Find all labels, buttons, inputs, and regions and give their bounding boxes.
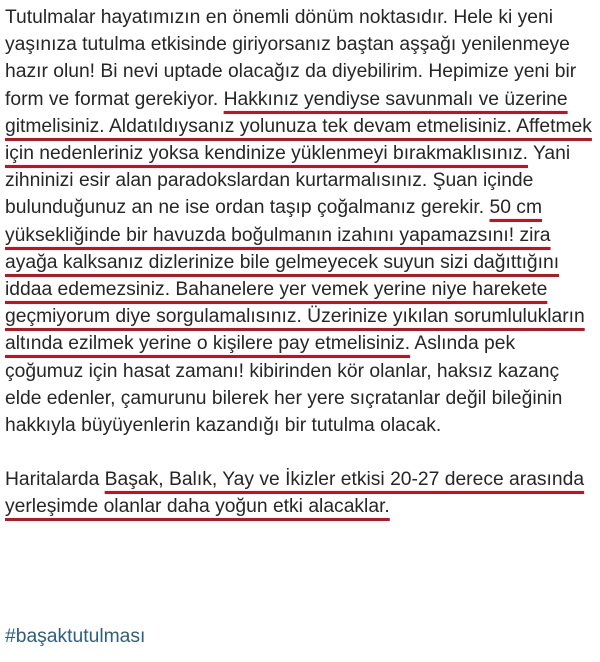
text-segment: Yani zihninizi esir alan paradokslardan kurtarmalısınız. Şuan içinde bulunduğunuz an ne ise ordan taşıp çoğalmanız gerekir. [5, 143, 571, 219]
text-segment: Aslında pek çoğumuz için hasat zamanı! kibirinden kör olanlar, haksız kazanç elde edenler, çamurunu bilerek her yere sıçratanlar değil bileğinin hakkıyla büyüyenlerin kazandığı bir tutulma olacak. [5, 333, 563, 437]
post-body [5, 4, 597, 521]
underlined-text-segment: 50 cm yüksekliğinde bir havuzda boğulmanın izahını yapamazsını! zira ayağa kalksanız dizlerinize bile gelmeyecek suyun sizi dağıttığını iddaa edemezsiniz. Bahanelere yer vemek yerine niye harekete geçmiyorum diye sorgulamalısınız. Üzerinize yıkılan sorumlulukların altında ezilmek yerine o kişilere pay etmelisiniz. [5, 197, 585, 355]
post-paragraph-1 [5, 4, 597, 439]
post-paragraph-2 [5, 466, 597, 520]
underlined-text-segment: Hakkınız yendiyse savunmalı ve üzerine gitmelisiniz. Aldatıldıysanız yolunuza tek devam etmelisiniz. Affetmek için nedenleriniz yoksa kendinize yüklenmeyi bırakmaklısınız. [5, 88, 592, 165]
text-segment: Haritalarda [5, 469, 105, 491]
underlined-text-segment: Başak, Balık, Yay ve İkizler etkisi 20-27 derece arasında yerleşimde olanlar daha yoğun etki alacaklar. [5, 469, 585, 518]
text-segment: Tutulmalar hayatımızın en önemli dönüm noktasıdır. Hele ki yeni yaşınıza tutulma etkisinde giriyorsanız baştan aşşağı yenilenmeye hazır olun! Bi nevi uptade olacağız da diyebilirim. Hepimize yeni bir form ve format gerekiyor. [5, 7, 577, 110]
hashtag-link[interactable]: #başaktutulması [5, 626, 146, 647]
